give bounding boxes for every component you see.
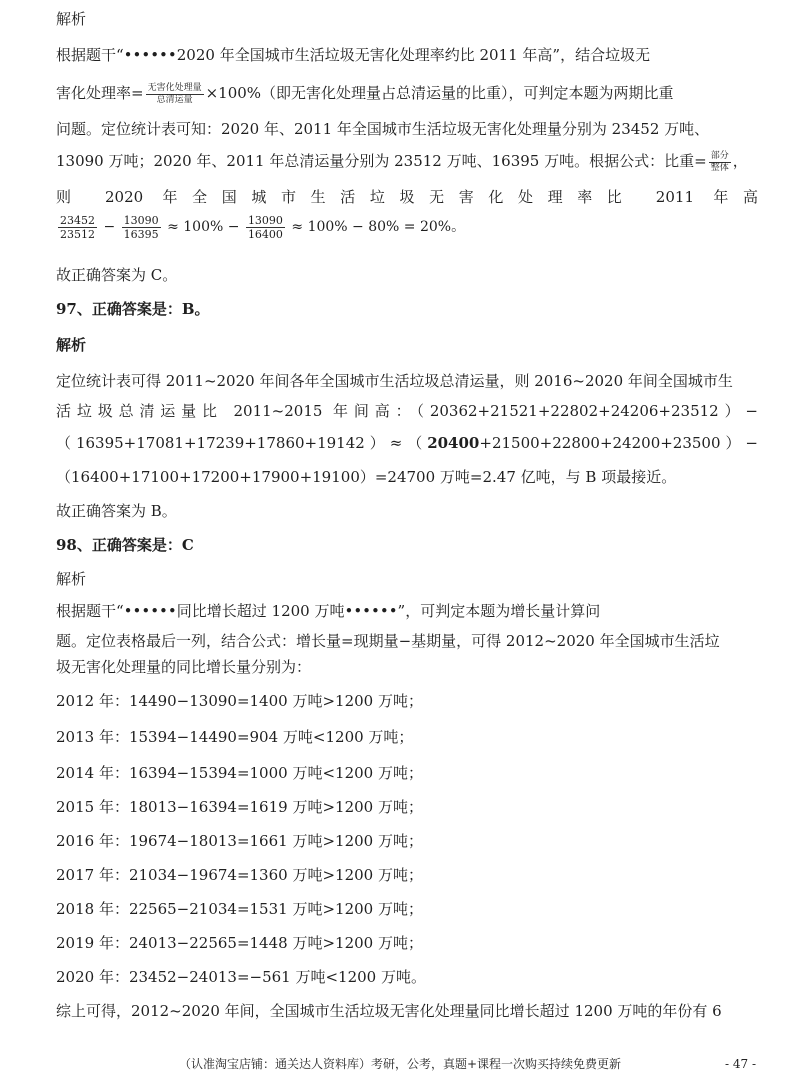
calculation-line: 2016 年：19674−18013=1661 万吨>1200 万吨； — [56, 832, 423, 850]
paragraph-line: 根据题干“••••••同比增长超过 1200 万吨••••••”，可判定本题为增长量计算问 — [56, 602, 601, 620]
fraction — [146, 83, 204, 106]
formula-line — [56, 212, 758, 242]
fraction-numerator: 部分 — [710, 150, 729, 161]
calculation-line: 2014 年：16394−15394=1000 万吨<1200 万吨； — [56, 764, 423, 782]
calculation-line: 2017 年：21034−19674=1360 万吨>1200 万吨； — [56, 866, 423, 884]
text-span: ， — [732, 152, 748, 170]
paragraph-line: 定位统计表可得 2011~2020 年间各年全国城市生活垃圾总清运量，则 2016~2020 年间全国城市生 — [56, 372, 733, 390]
fraction — [709, 151, 731, 174]
page-footer: （认准淘宝店铺：通关达人资料库）考研，公考，真题+课程一次购买持续免费更新 — [178, 1057, 622, 1071]
text-span: 害化处理率= — [56, 84, 144, 102]
answer-line: 故正确答案为 B。 — [56, 502, 177, 520]
text-span: +21500+22800+24200+23500）− — [479, 434, 758, 452]
formula-line — [56, 80, 758, 106]
answer-line: 故正确答案为 C。 — [56, 266, 178, 284]
fraction-denominator: 16400 — [247, 227, 283, 241]
fraction-numerator: 无害化处理量 — [147, 82, 202, 93]
paragraph-line — [56, 432, 758, 454]
paragraph-line: 活垃圾总清运量比 2011~2015 年间高：（20362+21521+22802+24206+23512）− — [56, 402, 758, 420]
fraction-denominator: 16395 — [123, 227, 159, 241]
analysis-label: 解析 — [56, 336, 87, 354]
calculation-line: 2013 年：15394−14490=904 万吨<1200 万吨； — [56, 728, 414, 746]
fraction-numerator: 23452 — [60, 213, 95, 227]
paragraph-line: 根据题干“••••••2020 年全国城市生活垃圾无害化处理率约比 2011 年高”，结合垃圾无 — [56, 46, 651, 64]
calculation-line: 2018 年：22565−21034=1531 万吨>1200 万吨； — [56, 900, 423, 918]
paragraph-line: 则 2020 年全国城市生活垃圾无害化处理率比 2011 年高 — [56, 188, 758, 206]
calculation-line: 2012 年：14490−13090=1400 万吨>1200 万吨； — [56, 692, 423, 710]
text-span: 13090 万吨；2020 年、2011 年总清运量分别为 23512 万吨、16395 万吨。根据公式：比重= — [56, 152, 707, 170]
text-span: ×100%（即无害化处理量占总清运量的比重），可判定本题为两期比重 — [205, 84, 674, 102]
fraction — [122, 214, 161, 241]
paragraph-line: （16400+17100+17200+17900+19100）=24700 万吨=2.47 亿吨，与 B 项最接近。 — [56, 468, 677, 486]
fraction — [58, 214, 97, 241]
fraction — [246, 214, 285, 241]
bold-number: 20400 — [427, 434, 480, 452]
page-number: - 47 - — [724, 1057, 756, 1071]
minus-sign: − — [103, 219, 116, 235]
analysis-label: 解析 — [56, 10, 87, 28]
paragraph-line: 综上可得，2012~2020 年间，全国城市生活垃圾无害化处理量同比增长超过 1200 万吨的年份有 6 — [56, 1002, 722, 1020]
question-heading: 98、正确答案是：C — [56, 536, 194, 554]
text-span: ≈ 100% − — [167, 219, 240, 235]
paragraph-line: 题。定位表格最后一列，结合公式：增长量=现期量−基期量，可得 2012~2020 年全国城市生活垃 — [56, 632, 720, 650]
text-span: ≈ 100% − 80% = 20%。 — [291, 219, 466, 235]
analysis-label: 解析 — [56, 570, 87, 588]
fraction-numerator: 13090 — [123, 213, 159, 227]
calculation-line: 2020 年：23452−24013=−561 万吨<1200 万吨。 — [56, 968, 426, 986]
calculation-line: 2015 年：18013−16394=1619 万吨>1200 万吨； — [56, 798, 423, 816]
fraction-denominator: 总清运量 — [156, 94, 193, 105]
fraction-denominator: 整体 — [710, 162, 729, 173]
fraction-numerator: 13090 — [247, 213, 283, 227]
formula-line — [56, 148, 758, 174]
paragraph-line: 圾无害化处理量的同比增长量分别为： — [56, 658, 312, 676]
calculation-line: 2019 年：24013−22565=1448 万吨>1200 万吨； — [56, 934, 423, 952]
fraction-denominator: 23512 — [60, 227, 95, 241]
paragraph-line: 问题。定位统计表可知：2020 年、2011 年全国城市生活垃圾无害化处理量分别为 23452 万吨、 — [56, 120, 710, 138]
text-span: （16395+17081+17239+17860+19142）≈（ — [56, 434, 428, 452]
question-heading: 97、正确答案是：B。 — [56, 300, 210, 318]
